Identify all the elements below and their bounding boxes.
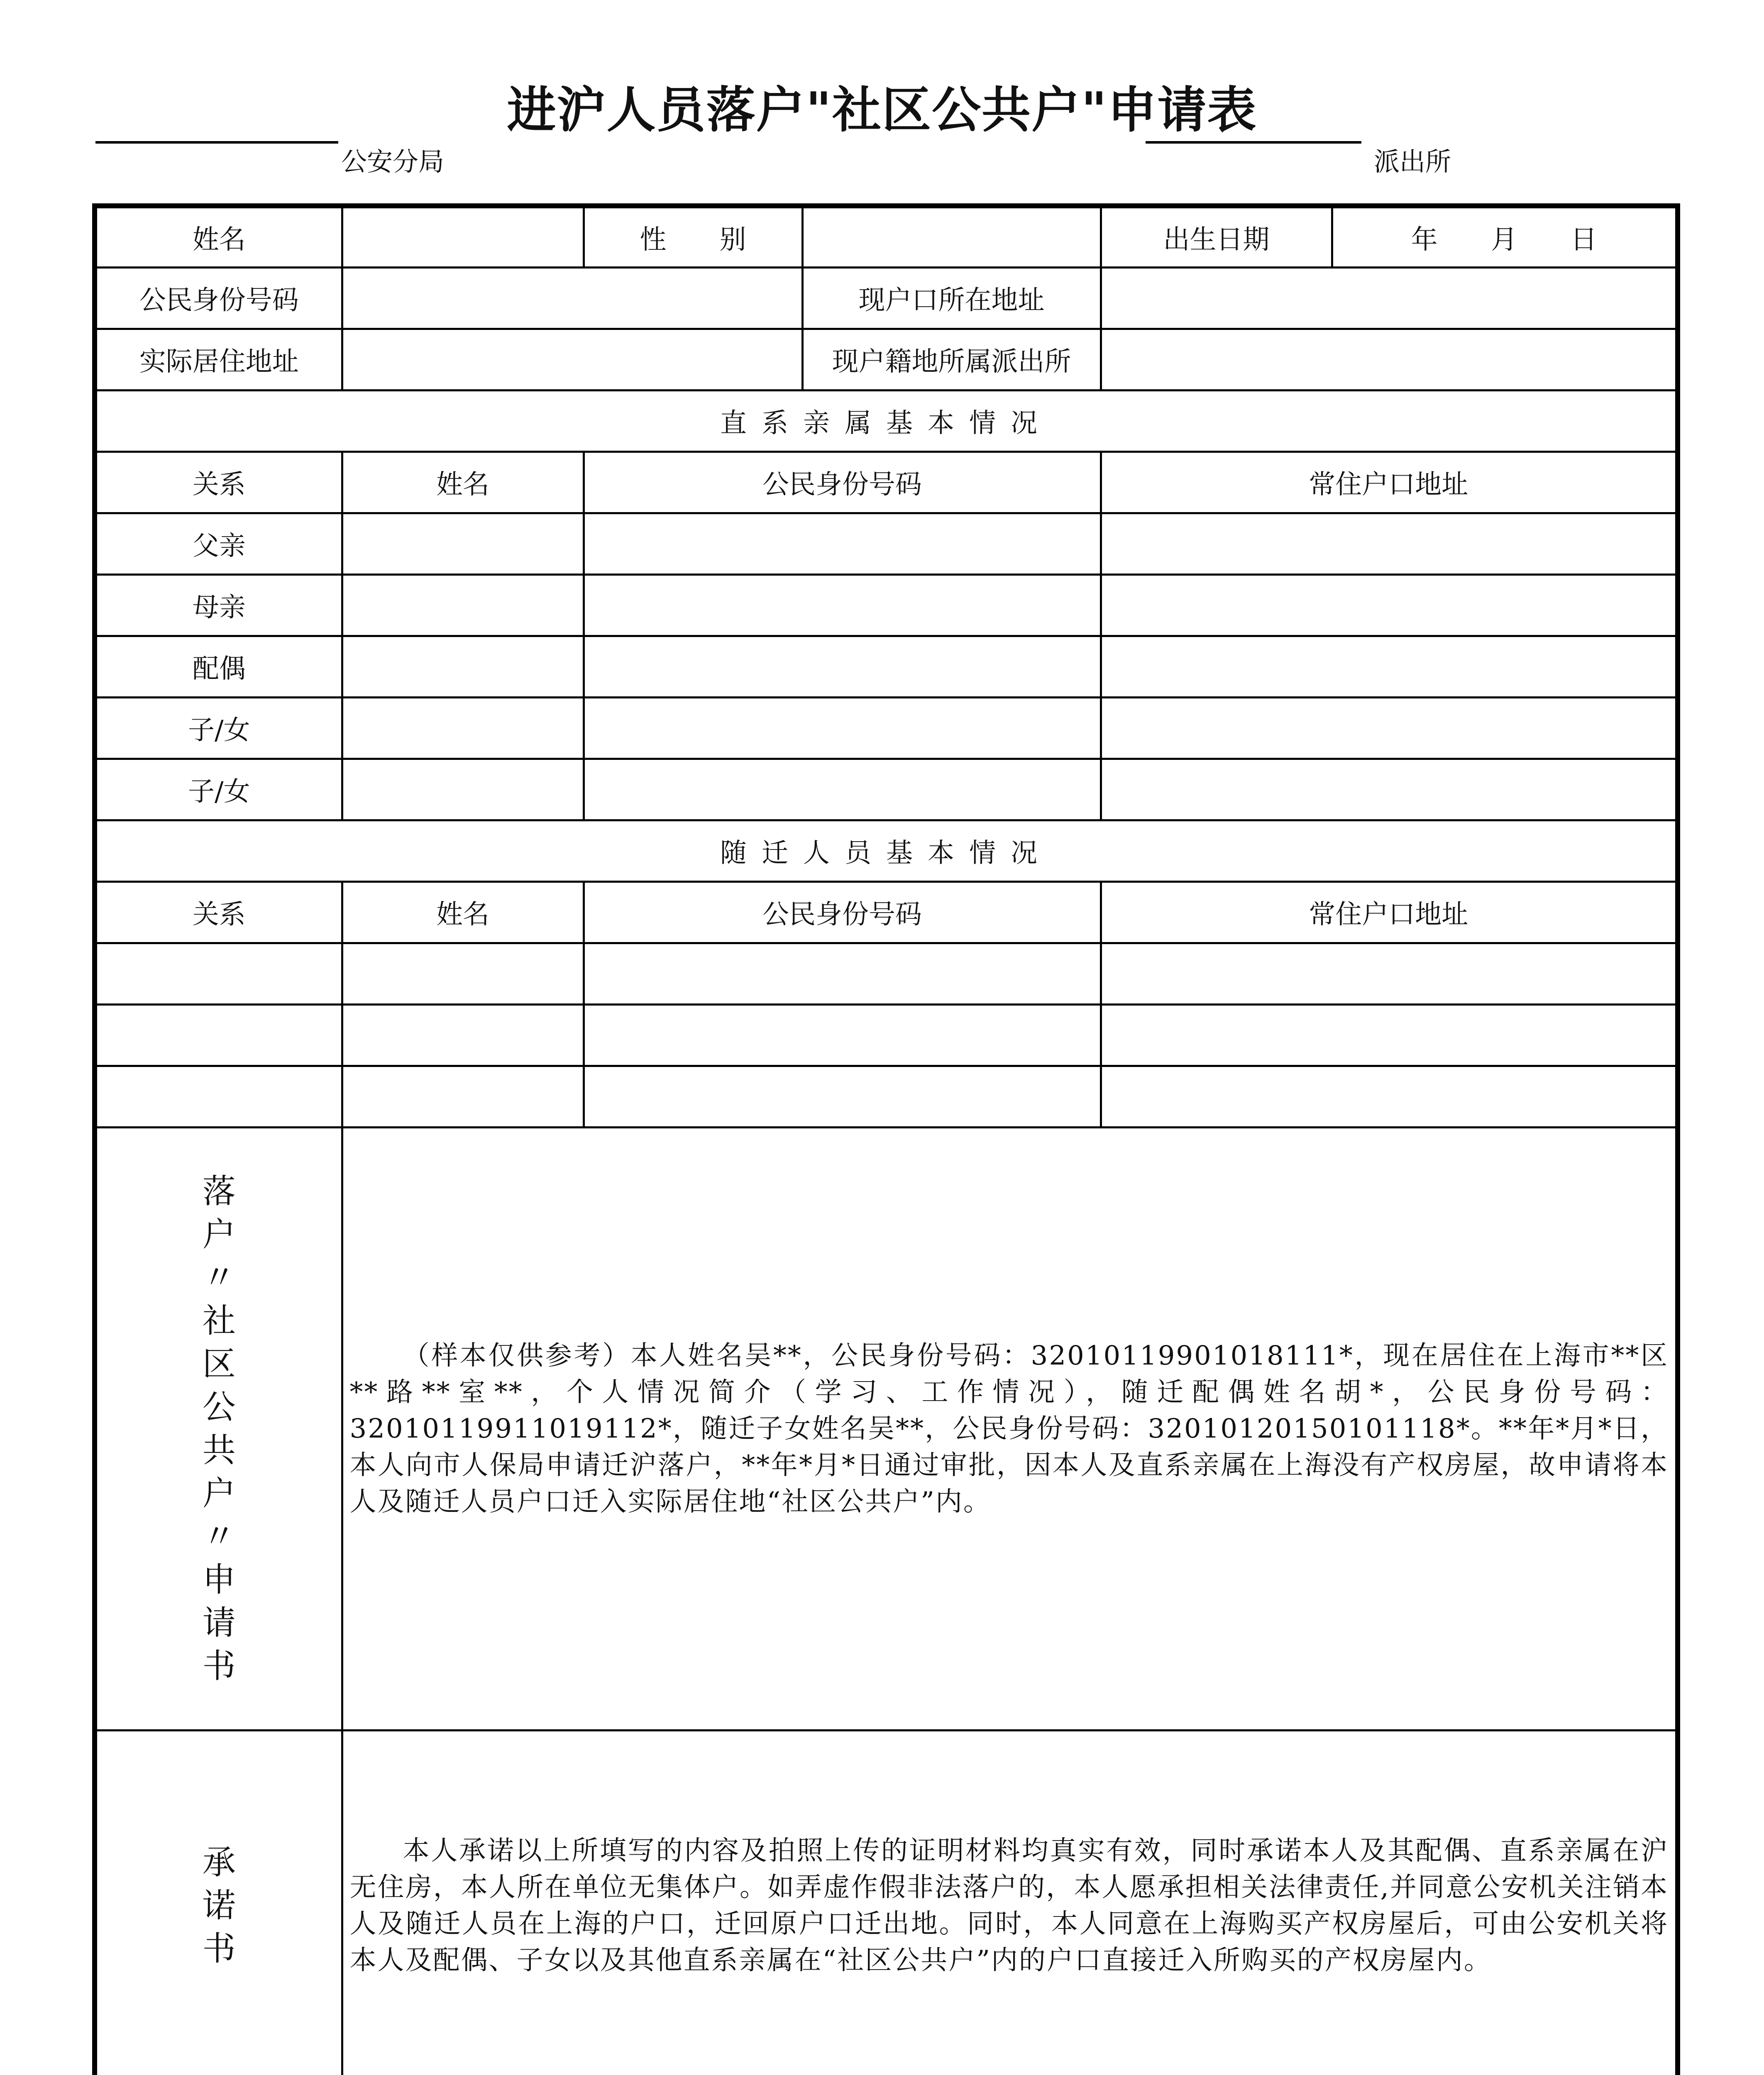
relative-row-child-1 <box>95 697 1678 759</box>
migrants-header-relation: 关系 <box>95 881 342 943</box>
relative-row-mother <box>95 574 1678 636</box>
application-row <box>95 1127 1678 1730</box>
migrant-id-field[interactable] <box>584 1004 1101 1066</box>
relative-id-field[interactable] <box>584 759 1101 820</box>
migrants-section-row <box>95 820 1678 881</box>
migrant-id-field[interactable] <box>584 1066 1101 1127</box>
gender-label: 性 别 <box>584 206 802 267</box>
relative-id-field[interactable] <box>584 513 1101 574</box>
police-station-label: 现户籍地所属派出所 <box>802 329 1101 390</box>
relative-id-field[interactable] <box>584 697 1101 759</box>
name-field[interactable] <box>342 206 584 267</box>
household-address-label: 现户口所在地址 <box>802 267 1101 329</box>
birth-date-label: 出生日期 <box>1101 206 1332 267</box>
relative-name-field[interactable] <box>342 574 584 636</box>
relative-name-field[interactable] <box>342 759 584 820</box>
name-label: 姓名 <box>95 206 342 267</box>
station-fill-line[interactable] <box>1146 141 1361 144</box>
relation-label: 母亲 <box>95 574 342 636</box>
police-station-field[interactable] <box>1101 329 1678 390</box>
relative-address-field[interactable] <box>1101 574 1678 636</box>
migrants-header-row <box>95 881 1678 943</box>
personal-row-1 <box>95 206 1678 267</box>
migrants-header-name: 姓名 <box>342 881 584 943</box>
relative-address-field[interactable] <box>1101 759 1678 820</box>
bureau-label: 公安分局 <box>341 146 445 177</box>
migrant-row <box>95 1004 1678 1066</box>
id-number-label: 公民身份号码 <box>95 267 342 329</box>
gender-field[interactable] <box>802 206 1101 267</box>
personal-row-2 <box>95 267 1678 329</box>
pledge-label: 承诺书 <box>202 1843 236 1968</box>
station-label: 派出所 <box>1374 146 1451 177</box>
relation-label: 配偶 <box>95 636 342 697</box>
migrant-row <box>95 943 1678 1004</box>
migrant-row <box>95 1066 1678 1127</box>
relation-label: 父亲 <box>95 513 342 574</box>
residence-address-label: 实际居住地址 <box>95 329 342 390</box>
bureau-fill-line[interactable] <box>95 141 338 144</box>
migrant-name-field[interactable] <box>342 1066 584 1127</box>
pledge-text: 本人承诺以上所填写的内容及拍照上传的证明材料均真实有效，同时承诺本人及其配偶、直系亲属在沪无住房，本人所在单位无集体户。如弄虚作假非法落户的，本人愿承担相关法律责任,并同意公安机关注销本人及随迁人员在上海的户口，迁回原户口迁出地。同时，本人同意在上海购买产权房屋后，可由公安机关将本人及配偶、子女以及其他直系亲属在“社区公共户”内的户口直接迁入所购买的产权房屋内。 <box>342 1730 1678 2075</box>
pledge-row <box>95 1730 1678 2075</box>
migrant-relation-field[interactable] <box>95 943 342 1004</box>
relative-name-field[interactable] <box>342 636 584 697</box>
relative-row-father <box>95 513 1678 574</box>
relative-name-field[interactable] <box>342 513 584 574</box>
migrant-id-field[interactable] <box>584 943 1101 1004</box>
relation-label: 子/女 <box>95 697 342 759</box>
relatives-section-row <box>95 390 1678 452</box>
relatives-header-address: 常住户口地址 <box>1101 452 1678 513</box>
relative-address-field[interactable] <box>1101 636 1678 697</box>
relatives-header-relation: 关系 <box>95 452 342 513</box>
relation-label: 子/女 <box>95 759 342 820</box>
relatives-header-row <box>95 452 1678 513</box>
relative-address-field[interactable] <box>1101 697 1678 759</box>
relatives-section-title: 直系亲属基本情况 <box>95 390 1678 452</box>
id-number-field[interactable] <box>342 267 802 329</box>
migrant-address-field[interactable] <box>1101 1066 1678 1127</box>
relative-id-field[interactable] <box>584 574 1101 636</box>
migrant-name-field[interactable] <box>342 943 584 1004</box>
migrants-header-address: 常住户口地址 <box>1101 881 1678 943</box>
pledge-label-cell <box>95 1730 342 2075</box>
migrant-address-field[interactable] <box>1101 1004 1678 1066</box>
application-text[interactable]: （样本仅供参考）本人姓名吴**，公民身份号码：32010119901018111*，现在居住在上海市**区**路**室**，个人情况简介（学习、工作情况），随迁配偶姓名胡*，公民身份号码：32010119911019112*，随迁子女姓名吴**，公民身份号码：32010120150101118*。**年*月*日，本人向市人保局申请迁沪落户，**年*月*日通过审批，因本人及直系亲属在上海没有产权房屋，故申请将本人及随迁人员户口迁入实际居住地“社区公共户”内。 <box>342 1127 1678 1730</box>
residence-address-field[interactable] <box>342 329 802 390</box>
application-form-table <box>92 203 1680 2075</box>
application-label-cell <box>95 1127 342 1730</box>
relative-address-field[interactable] <box>1101 513 1678 574</box>
migrants-section-title: 随迁人员基本情况 <box>95 820 1678 881</box>
migrant-name-field[interactable] <box>342 1004 584 1066</box>
migrants-header-id: 公民身份号码 <box>584 881 1101 943</box>
relative-row-child-2 <box>95 759 1678 820</box>
application-label: 落户〃社区公共户〃申请书 <box>202 1172 236 1685</box>
migrant-address-field[interactable] <box>1101 943 1678 1004</box>
relatives-header-id: 公民身份号码 <box>584 452 1101 513</box>
relative-row-spouse <box>95 636 1678 697</box>
migrant-relation-field[interactable] <box>95 1004 342 1066</box>
form-title: 进沪人员落户"社区公共户"申请表 <box>507 81 1257 139</box>
household-address-field[interactable] <box>1101 267 1678 329</box>
relatives-header-name: 姓名 <box>342 452 584 513</box>
relative-id-field[interactable] <box>584 636 1101 697</box>
relative-name-field[interactable] <box>342 697 584 759</box>
birth-date-field[interactable]: 年 月 日 <box>1332 206 1678 267</box>
migrant-relation-field[interactable] <box>95 1066 342 1127</box>
personal-row-3 <box>95 329 1678 390</box>
